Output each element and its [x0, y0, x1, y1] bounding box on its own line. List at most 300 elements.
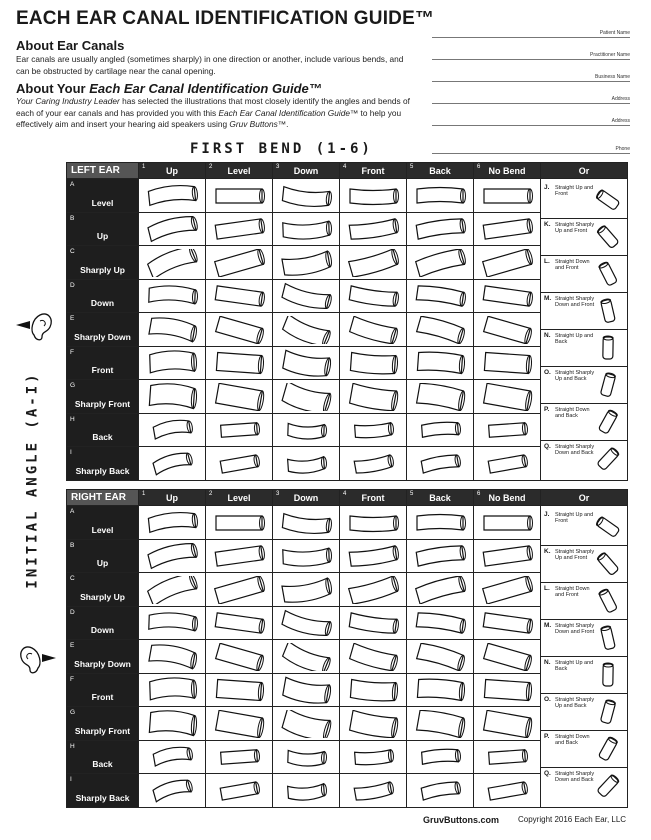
canal-cell[interactable] — [273, 707, 340, 741]
canal-cell[interactable] — [474, 506, 541, 540]
canal-cell[interactable] — [273, 640, 340, 674]
canal-shape-icon — [211, 676, 267, 704]
canal-shape-icon — [345, 542, 401, 570]
column-header-or: Or — [541, 163, 628, 179]
or-option-q[interactable]: Q. Straight Sharply Down and Back — [541, 441, 627, 478]
canal-shape-icon — [211, 383, 267, 411]
canal-shape-icon — [278, 416, 334, 444]
canal-cell[interactable] — [273, 447, 340, 481]
canal-cell[interactable] — [407, 774, 474, 808]
row-label-sharply-up: C Sharply Up — [67, 573, 139, 607]
canal-shape-icon — [211, 416, 267, 444]
row-label-sharply-down: E Sharply Down — [67, 640, 139, 674]
canal-shape-icon — [278, 509, 334, 537]
canal-shape-icon — [412, 743, 468, 771]
canal-shape-icon — [345, 643, 401, 671]
canal-shape-icon — [211, 249, 267, 277]
canal-shape-icon — [479, 710, 535, 738]
canal-cell[interactable] — [139, 246, 206, 280]
canal-cell[interactable] — [407, 741, 474, 774]
canal-tube-icon — [594, 223, 622, 251]
canal-shape-icon — [278, 383, 334, 411]
column-header-or: Or — [541, 490, 628, 506]
canal-shape-icon — [479, 542, 535, 570]
page-title: EACH EAR CANAL IDENTIFICATION GUIDE™ — [16, 8, 435, 29]
canal-cell[interactable] — [340, 179, 407, 213]
canal-shape-icon — [278, 542, 334, 570]
canal-cell[interactable] — [407, 540, 474, 573]
canal-shape-icon — [278, 710, 334, 738]
column-header-down: 3 Down — [273, 163, 340, 179]
canal-tube-icon — [594, 186, 622, 214]
canal-shape-icon — [144, 450, 200, 478]
column-header-level: 2 Level — [206, 163, 273, 179]
or-option-l[interactable]: L. Straight Down and Front — [541, 256, 627, 293]
canal-cell[interactable] — [407, 674, 474, 707]
canal-shape-icon — [345, 743, 401, 771]
canal-shape-icon — [412, 316, 468, 344]
canal-cell[interactable] — [139, 506, 206, 540]
canal-cell[interactable] — [340, 213, 407, 246]
canal-cell[interactable] — [407, 447, 474, 481]
canal-cell[interactable] — [474, 179, 541, 213]
canal-cell[interactable] — [407, 213, 474, 246]
canal-cell[interactable] — [474, 607, 541, 640]
canal-shape-icon — [412, 509, 468, 537]
canal-shape-icon — [211, 643, 267, 671]
canal-cell[interactable] — [340, 414, 407, 447]
canal-shape-icon — [278, 215, 334, 243]
canal-cell[interactable] — [474, 741, 541, 774]
canal-tube-icon — [594, 260, 622, 288]
canal-cell[interactable] — [206, 380, 273, 414]
or-option-p[interactable]: P. Straight Down and Back — [541, 731, 627, 768]
canal-tube-icon — [594, 445, 622, 473]
or-option-o[interactable]: O. Straight Sharply Up and Back — [541, 694, 627, 731]
row-label-level: A Level — [67, 506, 139, 540]
column-header-no-bend: 6 No Bend — [474, 490, 541, 506]
canal-shape-icon — [412, 576, 468, 604]
or-option-o[interactable]: O. Straight Sharply Up and Back — [541, 367, 627, 404]
canal-shape-icon — [345, 215, 401, 243]
canal-shape-icon — [278, 282, 334, 310]
row-label-level: A Level — [67, 179, 139, 213]
left-ear-table — [66, 162, 628, 481]
canal-cell[interactable] — [206, 573, 273, 607]
canal-cell[interactable] — [474, 414, 541, 447]
column-header-up: 1 Up — [139, 490, 206, 506]
canal-shape-icon — [278, 643, 334, 671]
canal-cell[interactable] — [273, 179, 340, 213]
canal-cell[interactable] — [273, 313, 340, 347]
business-name-field[interactable]: Business Name — [432, 60, 630, 82]
canal-cell[interactable] — [139, 280, 206, 313]
canal-shape-icon — [144, 509, 200, 537]
canal-shape-icon — [345, 249, 401, 277]
row-label-up: B Up — [67, 213, 139, 246]
canal-cell[interactable] — [139, 380, 206, 414]
canal-shape-icon — [479, 282, 535, 310]
initial-angle-label: INITIAL ANGLE (A-I) — [25, 371, 41, 589]
canal-tube-icon — [594, 661, 622, 689]
canal-cell[interactable] — [206, 506, 273, 540]
column-header-front: 4 Front — [340, 163, 407, 179]
canal-shape-icon — [211, 215, 267, 243]
canal-tube-icon — [594, 371, 622, 399]
canal-cell[interactable] — [206, 447, 273, 481]
about-canals-heading: About Ear Canals — [16, 38, 125, 53]
canal-shape-icon — [479, 383, 535, 411]
row-label-sharply-up: C Sharply Up — [67, 246, 139, 280]
canal-cell[interactable] — [206, 347, 273, 380]
or-option-m[interactable]: M. Straight Sharply Down and Front — [541, 620, 627, 657]
canal-shape-icon — [479, 777, 535, 805]
canal-cell[interactable] — [273, 246, 340, 280]
canal-cell[interactable] — [474, 540, 541, 573]
canal-shape-icon — [345, 710, 401, 738]
or-option-n[interactable]: N. Straight Up and Back — [541, 657, 627, 694]
canal-cell[interactable] — [407, 347, 474, 380]
canal-shape-icon — [412, 643, 468, 671]
or-option-k[interactable]: K. Straight Sharply Up and Front — [541, 546, 627, 583]
about-guide-heading: About Your Each Ear Canal Identification Guide™ — [16, 81, 322, 96]
canal-cell[interactable] — [206, 707, 273, 741]
canal-shape-icon — [144, 215, 200, 243]
canal-cell[interactable] — [206, 640, 273, 674]
canal-shape-icon — [412, 542, 468, 570]
canal-shape-icon — [278, 182, 334, 210]
canal-shape-icon — [144, 416, 200, 444]
canal-shape-icon — [144, 576, 200, 604]
canal-cell[interactable] — [273, 741, 340, 774]
canal-shape-icon — [278, 609, 334, 637]
canal-cell[interactable] — [407, 246, 474, 280]
canal-cell[interactable] — [273, 674, 340, 707]
canal-shape-icon — [211, 349, 267, 377]
canal-cell[interactable] — [206, 607, 273, 640]
canal-cell[interactable] — [206, 246, 273, 280]
canal-shape-icon — [144, 676, 200, 704]
column-header-no-bend: 6 No Bend — [474, 163, 541, 179]
canal-shape-icon — [479, 676, 535, 704]
first-bend-label: FIRST BEND (1-6) — [190, 141, 373, 157]
canal-cell[interactable] — [273, 414, 340, 447]
canal-shape-icon — [412, 282, 468, 310]
canal-cell[interactable] — [273, 607, 340, 640]
canal-shape-icon — [144, 609, 200, 637]
canal-shape-icon — [412, 215, 468, 243]
canal-cell[interactable] — [407, 640, 474, 674]
canal-shape-icon — [211, 542, 267, 570]
canal-cell[interactable] — [139, 707, 206, 741]
canal-shape-icon — [144, 777, 200, 805]
canal-cell[interactable] — [474, 707, 541, 741]
canal-shape-icon — [278, 316, 334, 344]
canal-shape-icon — [144, 282, 200, 310]
row-label-down: D Down — [67, 607, 139, 640]
canal-cell[interactable] — [474, 313, 541, 347]
column-header-front: 4 Front — [340, 490, 407, 506]
canal-shape-icon — [144, 542, 200, 570]
canal-shape-icon — [412, 416, 468, 444]
canal-shape-icon — [211, 282, 267, 310]
canal-cell[interactable] — [273, 774, 340, 808]
row-label-up: B Up — [67, 540, 139, 573]
canal-cell[interactable] — [407, 414, 474, 447]
canal-shape-icon — [211, 182, 267, 210]
or-options-cell — [541, 506, 628, 808]
canal-tube-icon — [594, 408, 622, 436]
canal-cell[interactable] — [139, 447, 206, 481]
canal-shape-icon — [412, 249, 468, 277]
table-row — [67, 506, 628, 540]
canal-shape-icon — [345, 383, 401, 411]
canal-shape-icon — [345, 509, 401, 537]
canal-cell[interactable] — [139, 179, 206, 213]
canal-tube-icon — [594, 334, 622, 362]
canal-cell[interactable] — [273, 280, 340, 313]
canal-tube-icon — [594, 735, 622, 763]
canal-shape-icon — [412, 609, 468, 637]
canal-cell[interactable] — [139, 674, 206, 707]
canal-shape-icon — [345, 349, 401, 377]
canal-cell[interactable] — [139, 347, 206, 380]
canal-shape-icon — [412, 777, 468, 805]
column-header-up: 1 Up — [139, 163, 206, 179]
canal-shape-icon — [144, 249, 200, 277]
canal-shape-icon — [479, 316, 535, 344]
column-header-back: 5 Back — [407, 163, 474, 179]
or-option-p[interactable]: P. Straight Down and Back — [541, 404, 627, 441]
footer-site[interactable]: GruvButtons.com — [423, 815, 500, 825]
canal-shape-icon — [278, 743, 334, 771]
canal-cell[interactable] — [474, 280, 541, 313]
canal-cell[interactable] — [407, 506, 474, 540]
column-header-down: 3 Down — [273, 490, 340, 506]
canal-shape-icon — [345, 416, 401, 444]
canal-shape-icon — [412, 710, 468, 738]
table-row — [67, 179, 628, 213]
canal-cell[interactable] — [407, 179, 474, 213]
canal-shape-icon — [144, 643, 200, 671]
canal-cell[interactable] — [340, 774, 407, 808]
canal-shape-icon — [412, 450, 468, 478]
or-option-n[interactable]: N. Straight Up and Back — [541, 330, 627, 367]
canal-shape-icon — [345, 182, 401, 210]
canal-shape-icon — [211, 609, 267, 637]
canal-tube-icon — [594, 513, 622, 541]
patient-info-form — [432, 4, 630, 156]
canal-shape-icon — [479, 609, 535, 637]
canal-cell[interactable] — [474, 573, 541, 607]
canal-shape-icon — [479, 249, 535, 277]
canal-shape-icon — [479, 509, 535, 537]
canal-cell[interactable] — [273, 347, 340, 380]
canal-cell[interactable] — [474, 674, 541, 707]
left-ear-icon — [16, 305, 56, 345]
or-option-j[interactable]: J. Straight Up and Front — [541, 509, 627, 546]
canal-cell[interactable] — [206, 674, 273, 707]
row-label-sharply-front: G Sharply Front — [67, 380, 139, 414]
canal-cell[interactable] — [407, 607, 474, 640]
column-header-back: 5 Back — [407, 490, 474, 506]
canal-shape-icon — [278, 576, 334, 604]
canal-cell[interactable] — [273, 506, 340, 540]
canal-shape-icon — [479, 416, 535, 444]
canal-cell[interactable] — [474, 246, 541, 280]
canal-shape-icon — [345, 316, 401, 344]
canal-cell[interactable] — [474, 380, 541, 414]
canal-tube-icon — [594, 698, 622, 726]
canal-tube-icon — [594, 624, 622, 652]
canal-shape-icon — [144, 383, 200, 411]
canal-shape-icon — [144, 182, 200, 210]
canal-cell[interactable] — [474, 347, 541, 380]
about-guide-text: Your Caring Industry Leader has selected the illustrations that most closely identify the angles and bends of each of your ear canals and has provided you with this Each Ear Canal Identification Guide™ to help you effectively aim and insert your hearing aid speakers using Gruv Buttons™. — [16, 96, 410, 129]
canal-cell[interactable] — [407, 380, 474, 414]
ear-label: LEFT EAR — [67, 163, 139, 179]
ear-label: RIGHT EAR — [67, 490, 139, 506]
canal-shape-icon — [345, 676, 401, 704]
canal-shape-icon — [211, 316, 267, 344]
right-ear-icon — [16, 638, 56, 678]
canal-cell[interactable] — [407, 313, 474, 347]
canal-cell[interactable] — [340, 674, 407, 707]
row-label-sharply-back: I Sharply Back — [67, 447, 139, 481]
column-header-level: 2 Level — [206, 490, 273, 506]
canal-shape-icon — [479, 450, 535, 478]
canal-shape-icon — [479, 349, 535, 377]
canal-shape-icon — [211, 743, 267, 771]
or-option-l[interactable]: L. Straight Down and Front — [541, 583, 627, 620]
canal-shape-icon — [278, 777, 334, 805]
canal-cell[interactable] — [340, 313, 407, 347]
about-canals-text: Ear canals are usually angled (sometimes sharply) in one direction or another, include various bends, and can be obstructed by cartilage near the canal opening. — [16, 54, 404, 76]
canal-cell[interactable] — [273, 380, 340, 414]
canal-cell[interactable] — [139, 774, 206, 808]
canal-cell[interactable] — [139, 607, 206, 640]
canal-cell[interactable] — [139, 640, 206, 674]
address-field-1[interactable]: Address — [432, 82, 630, 104]
canal-cell[interactable] — [206, 741, 273, 774]
canal-shape-icon — [412, 182, 468, 210]
canal-cell[interactable] — [273, 540, 340, 573]
canal-cell[interactable] — [407, 573, 474, 607]
canal-cell[interactable] — [340, 607, 407, 640]
canal-tube-icon — [594, 772, 622, 800]
canal-tube-icon — [594, 587, 622, 615]
canal-shape-icon — [479, 182, 535, 210]
canal-shape-icon — [345, 777, 401, 805]
canal-cell[interactable] — [206, 179, 273, 213]
canal-shape-icon — [211, 710, 267, 738]
canal-cell[interactable] — [206, 280, 273, 313]
canal-shape-icon — [479, 743, 535, 771]
canal-shape-icon — [278, 676, 334, 704]
canal-cell[interactable] — [474, 213, 541, 246]
canal-shape-icon — [211, 777, 267, 805]
canal-cell[interactable] — [340, 447, 407, 481]
row-label-sharply-down: E Sharply Down — [67, 313, 139, 347]
canal-shape-icon — [479, 643, 535, 671]
canal-cell[interactable] — [206, 540, 273, 573]
canal-shape-icon — [412, 349, 468, 377]
canal-cell[interactable] — [340, 380, 407, 414]
canal-shape-icon — [211, 509, 267, 537]
canal-cell[interactable] — [273, 573, 340, 607]
canal-cell[interactable] — [206, 774, 273, 808]
canal-shape-icon — [144, 710, 200, 738]
canal-cell[interactable] — [139, 540, 206, 573]
canal-cell[interactable] — [340, 347, 407, 380]
row-label-back: H Back — [67, 414, 139, 447]
row-label-down: D Down — [67, 280, 139, 313]
patient-name-field[interactable]: Patient Name — [432, 16, 630, 38]
address-field-2[interactable]: Address — [432, 104, 630, 126]
practitioner-name-field[interactable]: Practitioner Name — [432, 38, 630, 60]
canal-shape-icon — [412, 676, 468, 704]
canal-cell[interactable] — [139, 313, 206, 347]
canal-cell[interactable] — [340, 280, 407, 313]
canal-cell[interactable] — [206, 414, 273, 447]
canal-cell[interactable] — [206, 313, 273, 347]
or-option-m[interactable]: M. Straight Sharply Down and Front — [541, 293, 627, 330]
canal-shape-icon — [278, 450, 334, 478]
canal-tube-icon — [594, 297, 622, 325]
row-label-front: F Front — [67, 674, 139, 707]
canal-cell[interactable] — [206, 213, 273, 246]
canal-shape-icon — [345, 609, 401, 637]
canal-shape-icon — [345, 282, 401, 310]
canal-shape-icon — [345, 576, 401, 604]
canal-cell[interactable] — [340, 246, 407, 280]
phone-field[interactable]: Phone — [432, 132, 630, 154]
canal-cell[interactable] — [340, 707, 407, 741]
or-option-q[interactable]: Q. Straight Sharply Down and Back — [541, 768, 627, 805]
row-label-sharply-front: G Sharply Front — [67, 707, 139, 741]
canal-cell[interactable] — [340, 741, 407, 774]
canal-cell[interactable] — [340, 506, 407, 540]
canal-shape-icon — [144, 316, 200, 344]
canal-cell[interactable] — [407, 280, 474, 313]
or-options-cell — [541, 179, 628, 481]
canal-cell[interactable] — [273, 213, 340, 246]
canal-cell[interactable] — [340, 640, 407, 674]
right-ear-table — [66, 489, 628, 808]
canal-cell[interactable] — [139, 573, 206, 607]
canal-cell[interactable] — [474, 774, 541, 808]
canal-shape-icon — [479, 576, 535, 604]
canal-cell[interactable] — [340, 540, 407, 573]
canal-cell[interactable] — [139, 741, 206, 774]
canal-shape-icon — [211, 576, 267, 604]
canal-shape-icon — [211, 450, 267, 478]
canal-shape-icon — [278, 349, 334, 377]
or-option-j[interactable]: J. Straight Up and Front — [541, 182, 627, 219]
canal-shape-icon — [479, 215, 535, 243]
canal-cell[interactable] — [474, 447, 541, 481]
or-option-k[interactable]: K. Straight Sharply Up and Front — [541, 219, 627, 256]
canal-shape-icon — [278, 249, 334, 277]
canal-shape-icon — [412, 383, 468, 411]
canal-cell[interactable] — [407, 707, 474, 741]
canal-cell[interactable] — [474, 640, 541, 674]
canal-cell[interactable] — [340, 573, 407, 607]
canal-shape-icon — [144, 743, 200, 771]
footer-copyright: Copyright 2016 Each Ear, LLC — [518, 815, 627, 824]
canal-cell[interactable] — [139, 213, 206, 246]
canal-cell[interactable] — [139, 414, 206, 447]
